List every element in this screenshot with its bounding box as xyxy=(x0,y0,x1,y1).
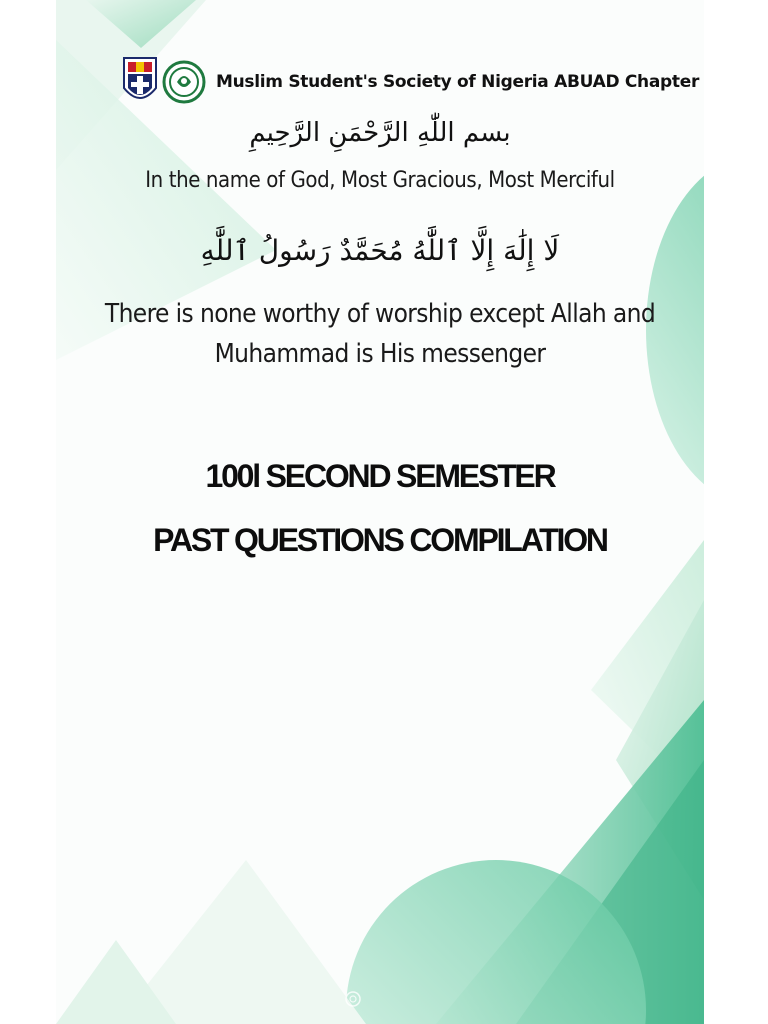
basmala-arabic: بسم اللّٰهِ الرَّحْمَنِ الرَّحِيمِ xyxy=(249,118,511,148)
organization-name: Muslim Student's Society of Nigeria ABUAD Chapter xyxy=(216,72,700,92)
copyright-mark-icon xyxy=(344,990,362,1008)
header xyxy=(122,52,699,112)
document-title-line-2: PAST QUESTIONS COMPILATION xyxy=(153,522,607,558)
background-decoration xyxy=(56,0,704,1024)
university-crest-icon xyxy=(122,54,158,110)
mssn-seal-icon xyxy=(162,54,206,110)
document-title-line-1: 100l SECOND SEMESTER xyxy=(205,458,555,494)
document-page xyxy=(56,0,704,1024)
basmala-translation: In the name of God, Most Gracious, Most Merciful xyxy=(145,168,615,193)
shahada-translation-text: There is none worthy of worship except Allah and Muhammad is His messenger xyxy=(104,299,656,369)
shahada-translation xyxy=(56,294,704,374)
shahada-arabic: لَا إِلَٰهَ إِلَّا ٱللَّٰهُ مُحَمَّدٌ رَسُولُ ٱللَّٰهِ xyxy=(200,234,560,267)
